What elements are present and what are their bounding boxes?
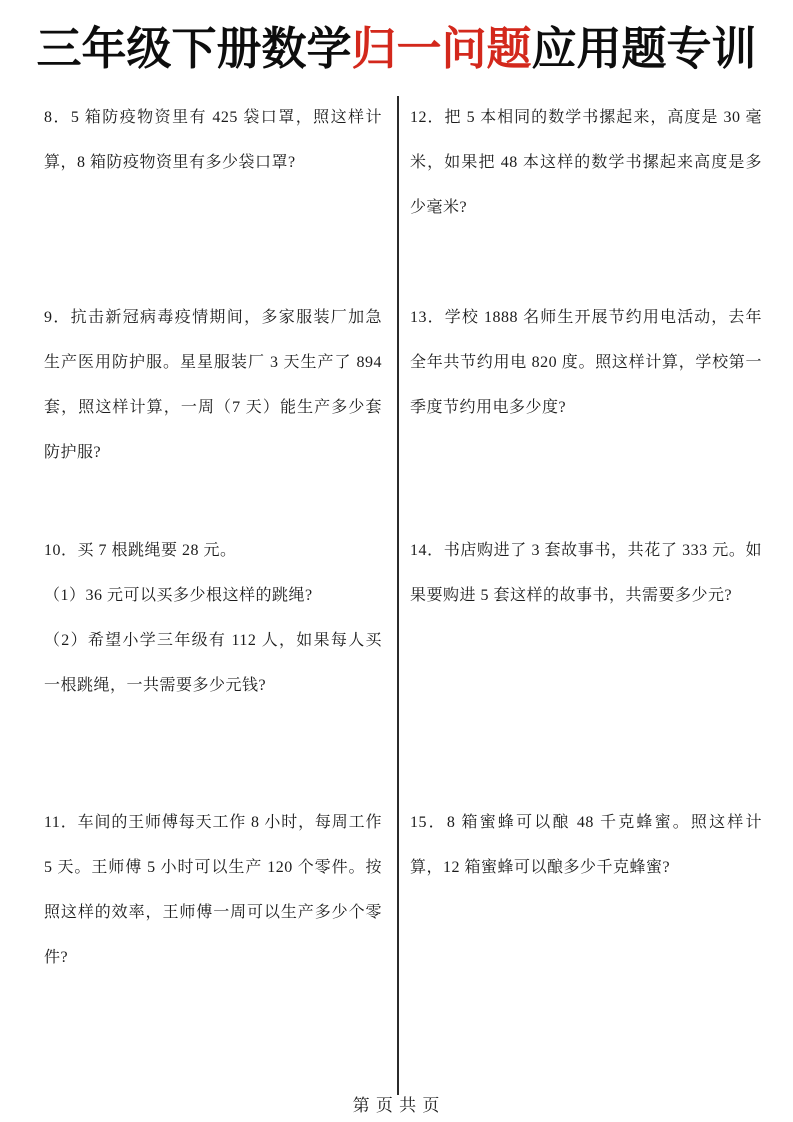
problem-12-text: 12．把 5 本相同的数学书摞起来，高度是 30 毫米，如果把 48 本这样的数学书摞起来高度是多少毫米? — [410, 109, 762, 216]
problem-10-sub1: （1）36 元可以买多少根这样的跳绳? — [44, 587, 313, 604]
problem-12 — [410, 95, 762, 295]
problem-14 — [410, 528, 762, 800]
problem-8-text: 8．5 箱防疫物资里有 425 袋口罩，照这样计算，8 箱防疫物资里有多少袋口罩? — [44, 109, 382, 171]
problem-8 — [44, 95, 382, 295]
title-prefix: 三年级下册数学 — [36, 24, 352, 74]
page-footer: 第 页 共 页 — [352, 1096, 441, 1115]
problem-13-text: 13．学校 1888 名师生开展节约用电活动，去年全年共节约用电 820 度。照这样计算，学校第一季度节约用电多少度? — [410, 309, 762, 416]
problem-10-text: 10．买 7 根跳绳要 28 元。 — [44, 542, 237, 559]
problem-9-text: 9．抗击新冠病毒疫情期间，多家服装厂加急生产医用防护服。星星服装厂 3 天生产了 894 套，照这样计算，一周（7 天）能生产多少套防护服? — [44, 309, 382, 461]
problem-14-text: 14．书店购进了 3 套故事书，共花了 333 元。如果要购进 5 套这样的故事书，共需要多少元? — [410, 542, 762, 604]
left-column — [44, 95, 382, 1094]
problem-11-text: 11．车间的王师傅每天工作 8 小时，每周工作 5 天。王师傅 5 小时可以生产 120 个零件。按照这样的效率，王师傅一周可以生产多少个零件? — [44, 814, 382, 966]
problem-13 — [410, 295, 762, 528]
page-title — [0, 20, 793, 78]
title-highlight: 归一问题 — [351, 24, 532, 74]
problem-15 — [410, 800, 762, 1094]
problem-10 — [44, 528, 382, 800]
problem-9 — [44, 295, 382, 528]
title-suffix: 应用题专训 — [531, 24, 757, 74]
problem-15-text: 15．8 箱蜜蜂可以酿 48 千克蜂蜜。照这样计算，12 箱蜜蜂可以酿多少千克蜂蜜? — [410, 814, 762, 876]
problem-10-sub2: （2）希望小学三年级有 112 人，如果每人买一根跳绳，一共需要多少元钱? — [44, 632, 382, 694]
column-divider — [397, 96, 399, 1095]
right-column — [410, 95, 762, 1094]
problem-11 — [44, 800, 382, 1094]
